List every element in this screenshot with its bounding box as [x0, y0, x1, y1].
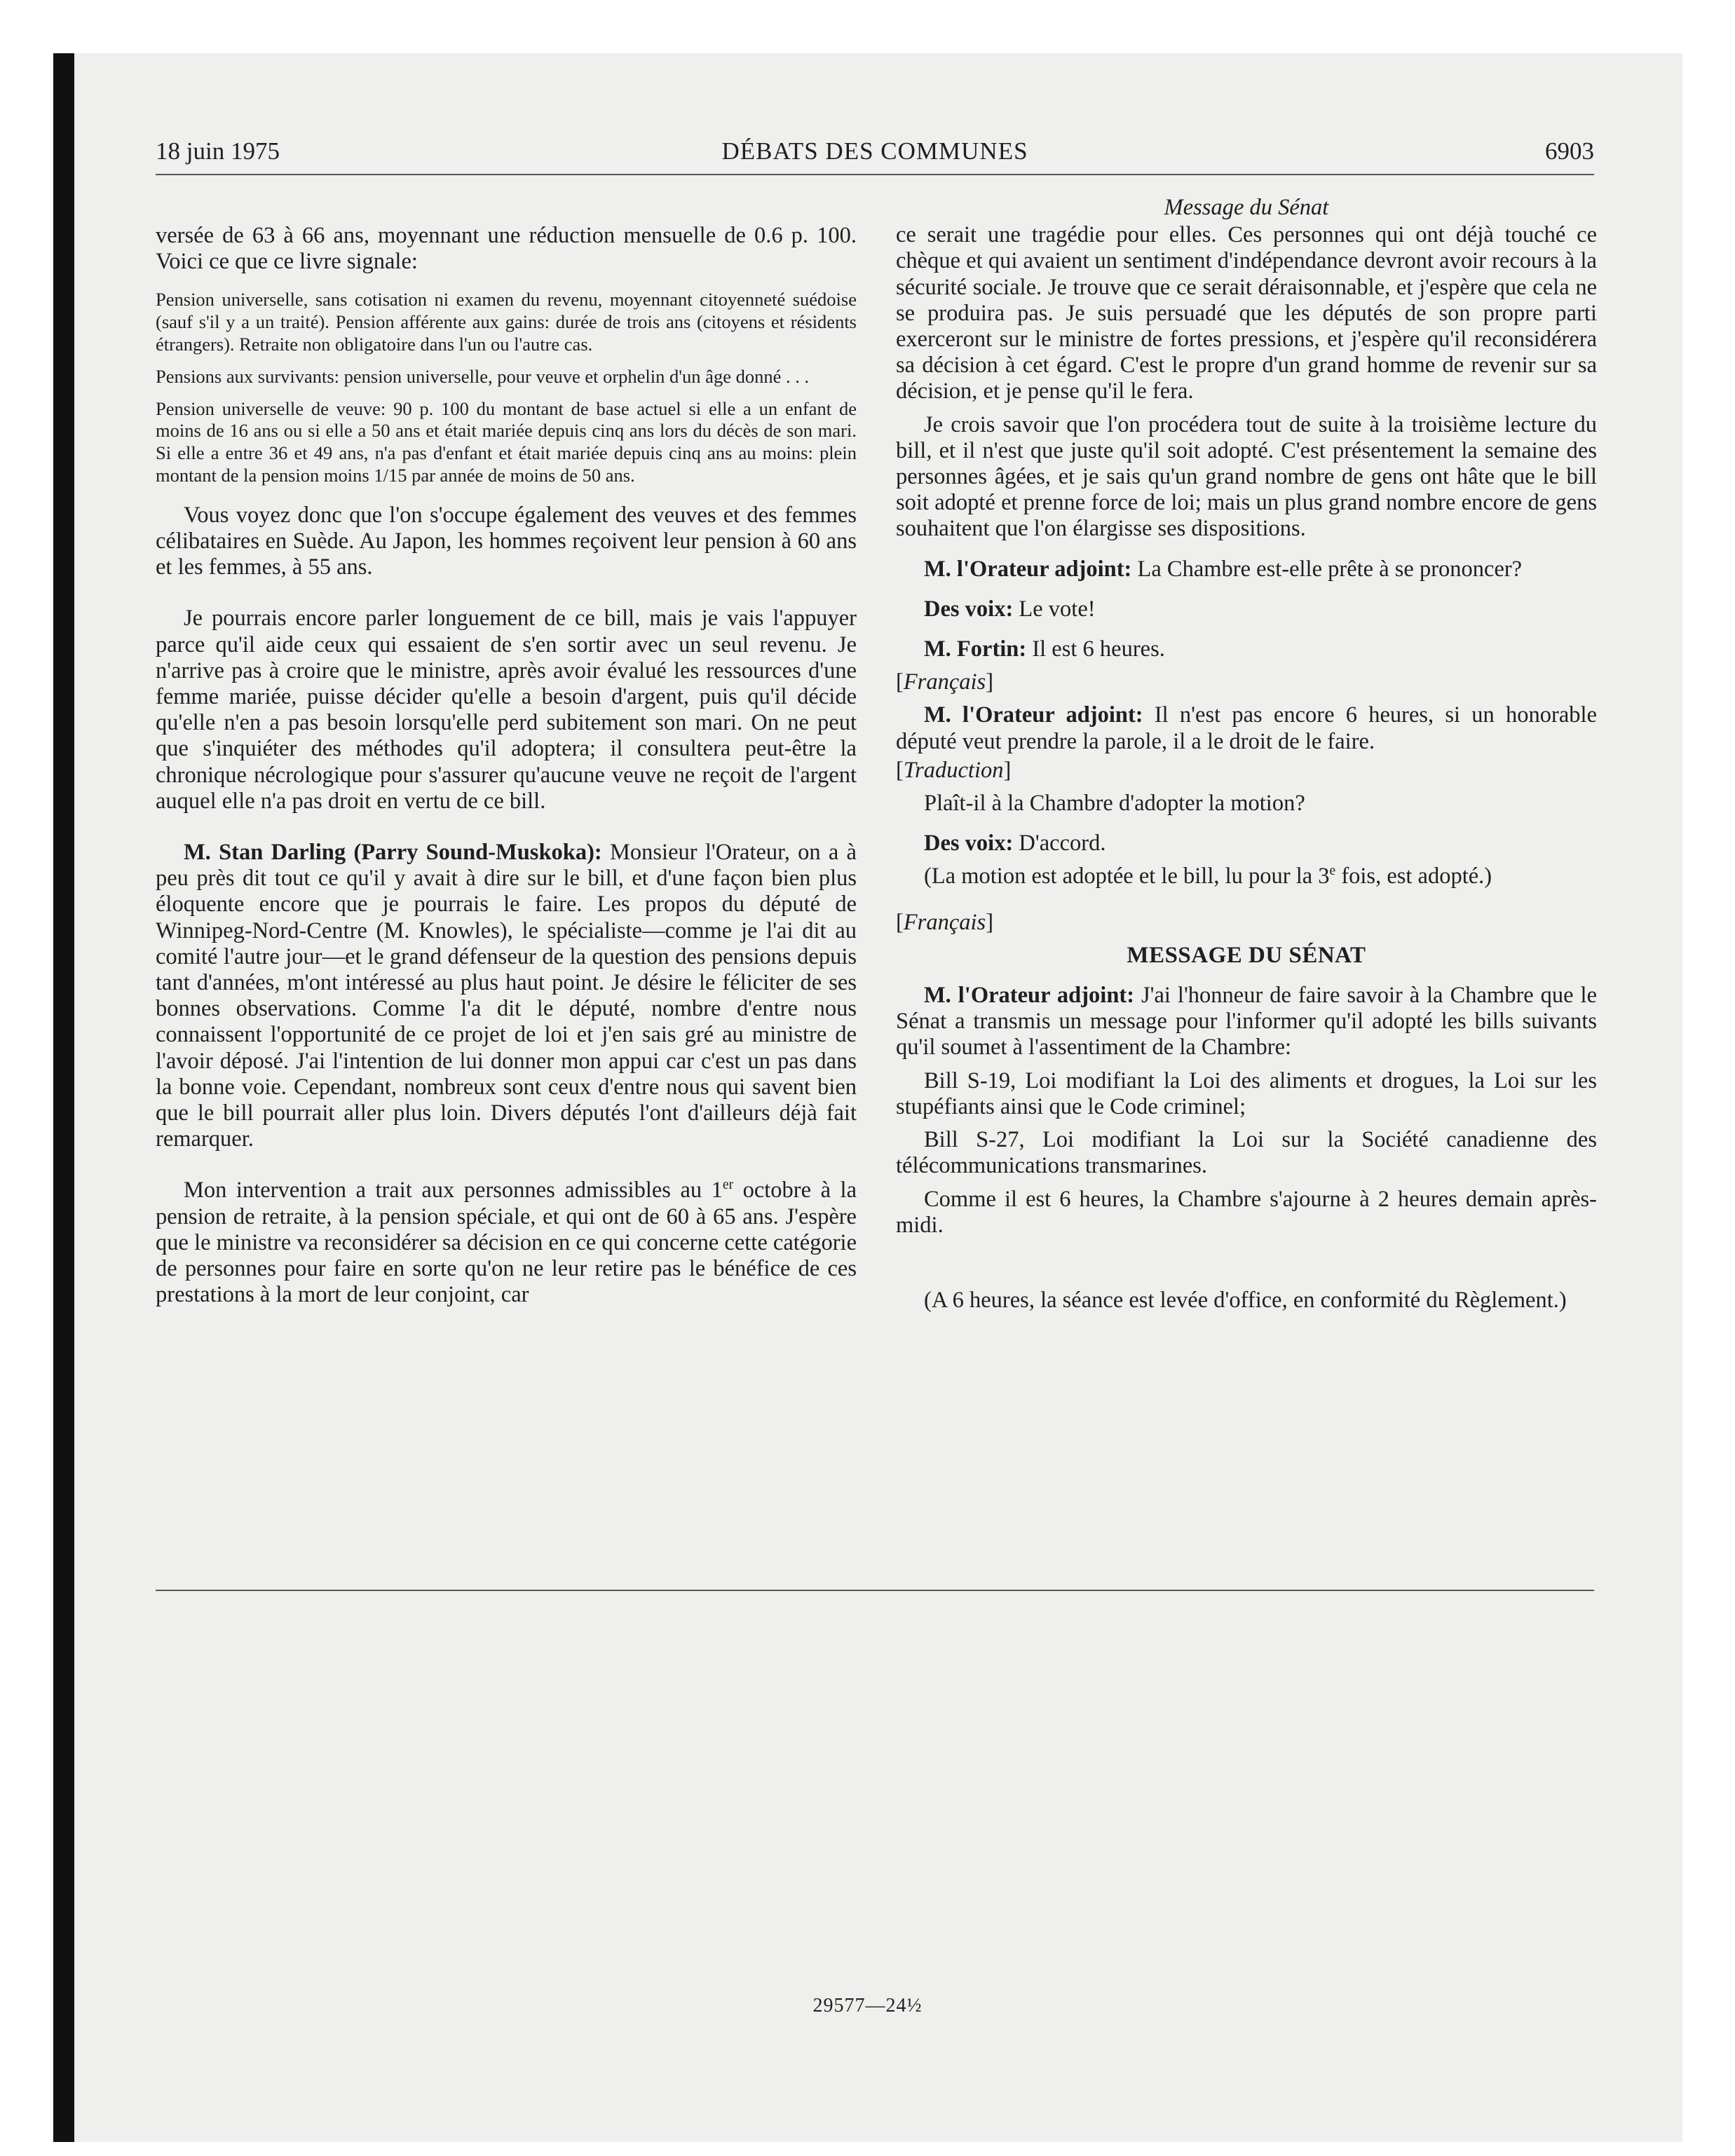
paragraph: Bill S-19, Loi modifiant la Loi des aliments et drogues, la Loi sur les stupéfiants ainsi que le Code criminel; — [896, 1067, 1597, 1119]
paragraph — [156, 1178, 857, 1308]
speech-paragraph — [156, 840, 857, 1152]
language-marker: [Traduction] — [896, 757, 1012, 783]
paragraph: Bill S-27, Loi modifiant la Loi sur la Société canadienne des télécommunications transmarines. — [896, 1127, 1597, 1179]
speaker-name: Des voix: — [924, 596, 1014, 622]
speech-text: Monsieur l'Orateur, on a à peu près dit tout ce qu'il y avait à dire sur le bill, et d'une façon bien plus éloquente encore que je pourrais le faire. Les propos du député de Winnipeg-Nord-Centre (M. Knowles), le spécialiste—comme je l'ai dit au comité l'autre jour—et le grand défenseur de la question des pensions depuis tant d'années, m'ont intéressé au plus haut point. Je désire le féliciter de ses bonnes observations. Comme l'a dit le député, nombre d'entre nous connaissent l'opportunité de ce projet de loi et j'en sais gré au ministre de l'avoir déposé. J'ai l'intention de lui donner mon appui car c'est un pas dans la bonne voie. Cependant, nombreux sont ceux d'entre nous qui savent bien que le bill pourrait aller plus loin. Divers députés l'ont d'ailleurs déjà fait remarquer. — [156, 840, 857, 1152]
right-column — [896, 195, 1597, 1314]
text-run: fois, est adopté.) — [1335, 864, 1492, 889]
speech-text: D'accord. — [1013, 831, 1106, 857]
block-quote — [156, 289, 857, 486]
speech-text: Le vote! — [1013, 596, 1096, 622]
paragraph: (A 6 heures, la séance est levée d'office, en conformité du Règlement.) — [924, 1287, 1567, 1313]
page-number: 6903 — [1545, 137, 1594, 165]
paragraph: Je crois savoir que l'on procédera tout de suite à la troisième lecture du bill, et il n'est que juste qu'il soit adopté. C'est présentement la semaine des personnes âgées, et je sais qu'un grand nombre de gens ont hâte que le bill soit adopté et prenne force de loi; mais un plus grand nombre encore de gens souhaitent que l'on élargisse ses dispositions. — [896, 411, 1597, 542]
language-label: Traduction — [903, 757, 1004, 783]
paragraph: Vous voyez donc que l'on s'occupe également des veuves et des femmes célibataires en Suède. Au Japon, les hommes reçoivent leur pension à 60 ans et les femmes, à 55 ans. — [156, 502, 857, 580]
speaker-name: M. l'Orateur adjoint: — [924, 556, 1132, 582]
language-marker: [Français] — [896, 669, 994, 695]
text-run: (La motion est adoptée et le bill, lu pour la 3 — [924, 864, 1330, 889]
page-header — [156, 137, 1594, 175]
speech-paragraph — [896, 636, 1597, 662]
quote-paragraph: Pension universelle de veuve: 90 p. 100 du montant de base actuel si elle a un enfant de moins de 16 ans ou si elle a 50 ans et était mariée depuis cinq ans lors du décès de son mari. Si elle a entre 36 et 49 ans, n'a pas d'enfant et était mariée depuis cinq ans au moins: plein montant de la pension moins 1/15 par année de moins de 50 ans. — [156, 397, 857, 486]
paragraph: ce serait une tragédie pour elles. Ces personnes qui ont déjà touché ce chèque et qui avaient un sentiment d'indépendance devront avoir recours à la sécurité sociale. Je trouve que ce serait déraisonnable, et j'espère que cela ne se produira pas. Je suis persuadé que les députés de son propre parti exerceront sur le ministre de fortes pressions, et j'espère qu'il reconsidérera sa décision à cet égard. C'est le propre d'un grand homme de revenir sur sa décision, et je pense qu'il le fera. — [896, 222, 1597, 404]
language-label: Français — [903, 909, 986, 935]
speaker-name: M. Stan Darling (Parry Sound-Muskoka): — [184, 840, 602, 866]
left-column — [156, 223, 857, 1308]
speaker-name: M. l'Orateur adjoint: — [924, 983, 1135, 1009]
paragraph — [896, 864, 1597, 889]
speech-paragraph — [896, 831, 1597, 857]
paragraph: Je pourrais encore parler longuement de ce bill, mais je vais l'appuyer parce qu'il aide ceux qui essaient de s'en sortir avec un seul revenu. Je n'arrive pas à croire que le ministre, après avoir évalué les ressources d'une femme mariée, puisse décider qu'elle a besoin d'argent, puis qu'il décide qu'elle n'en a pas besoin lorsqu'elle perd subitement son mari. On ne peut que s'inquiéter des méthodes qu'il adoptera; il consultera peut-être la chronique nécrologique pour s'assurer qu'aucune veuve ne reçoit de l'argent auquel elle n'a pas droit en vertu de ce bill. — [156, 606, 857, 814]
speaker-name: M. Fortin: — [924, 636, 1027, 662]
speech-paragraph — [896, 702, 1597, 754]
language-label: Français — [903, 669, 986, 695]
header-date: 18 juin 1975 — [156, 137, 280, 165]
speech-text: J'ai l'honneur de faire savoir à la Chambre que le Sénat a transmis un message pour l'informer qu'il adopté les bills suivants qu'il soumet à l'assentiment de la Chambre: — [896, 983, 1597, 1060]
header-title: DÉBATS DES COMMUNES — [721, 137, 1028, 165]
text-run: octobre à la pension de retraite, à la pension spéciale, et qui ont de 60 à 65 ans. J'espère que le ministre va reconsidérer sa décision en ce qui concerne cette catégorie de personnes pour faire en sorte qu'on ne leur retire pas le bénéfice de ces prestations à la mort de leur conjoint, car — [156, 1178, 857, 1308]
speaker-name: Des voix: — [924, 831, 1014, 857]
paragraph: Plaît-il à la Chambre d'adopter la motion? — [924, 791, 1305, 817]
language-marker: [Français] — [896, 909, 994, 935]
paragraph: versée de 63 à 66 ans, moyennant une réduction mensuelle de 0.6 p. 100. Voici ce que ce livre signale: — [156, 223, 857, 275]
speaker-name: M. l'Orateur adjoint: — [924, 702, 1143, 728]
superscript: e — [1329, 864, 1336, 879]
running-head: Message du Sénat — [1164, 195, 1329, 220]
quote-paragraph: Pension universelle, sans cotisation ni examen du revenu, moyennant citoyenneté suédoise (sauf s'il y a un traité). Pension afférente aux gains: durée de trois ans (citoyens et résidents étrangers). Retraite non obligatoire dans l'un ou l'autre cas. — [156, 289, 857, 355]
footer-code: 29577—24½ — [812, 1995, 923, 2017]
speech-text: La Chambre est-elle prête à se prononcer? — [1131, 556, 1523, 582]
speech-paragraph — [896, 557, 1597, 582]
bottom-rule — [156, 1590, 1594, 1591]
speech-text: Il n'est pas encore 6 heures, si un honorable député veut prendre la parole, il a le droit de le faire. — [896, 702, 1597, 754]
paragraph: Comme il est 6 heures, la Chambre s'ajourne à 2 heures demain après-midi. — [896, 1186, 1597, 1238]
text-run: Mon intervention a trait aux personnes admissibles au 1 — [184, 1178, 723, 1203]
quote-paragraph: Pensions aux survivants: pension universelle, pour veuve et orphelin d'un âge donné . . . — [156, 365, 810, 387]
section-title: MESSAGE DU SÉNAT — [1127, 942, 1366, 968]
scan-border — [53, 53, 74, 2142]
superscript: er — [722, 1178, 734, 1193]
speech-paragraph — [896, 983, 1597, 1061]
speech-text: Il est 6 heures. — [1026, 636, 1165, 662]
speech-paragraph — [896, 596, 1597, 622]
